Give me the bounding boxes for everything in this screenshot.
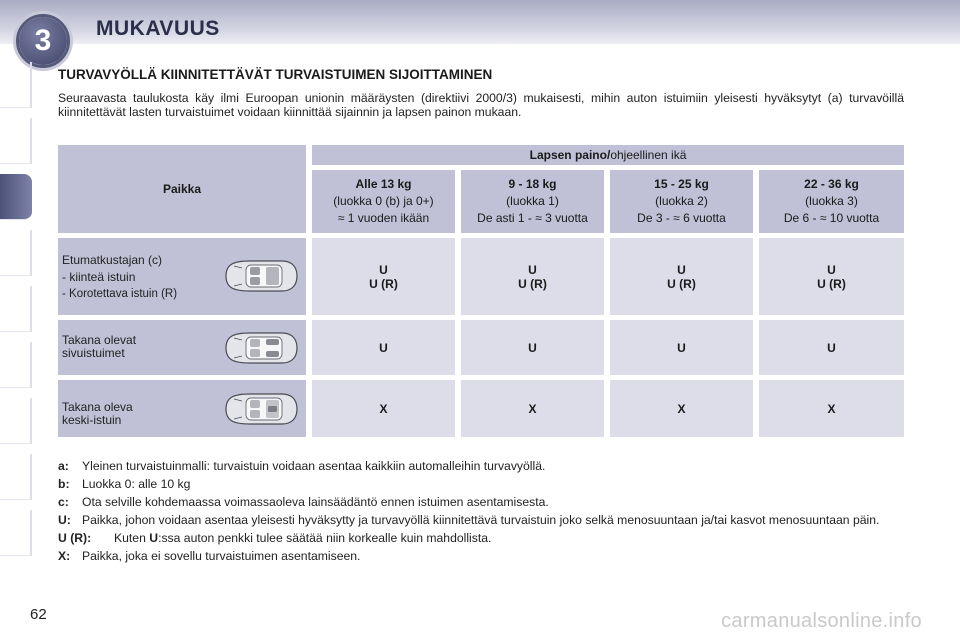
child-seat-table	[58, 145, 904, 437]
row-header-rear-side	[58, 320, 306, 375]
cell-line: U (R)	[518, 276, 547, 291]
footnote	[58, 531, 904, 546]
footnote-text: Yleinen turvaistuinmalli: turvaistuin voidaan asentaa kaikkiin automalleihin turvavyöllä.	[82, 459, 546, 473]
footnote-key: a:	[58, 459, 69, 473]
footnote	[58, 459, 904, 474]
cell-line: X	[528, 401, 537, 416]
footnote-text-bold: U	[149, 531, 159, 545]
table-cell	[461, 320, 604, 375]
row-label-line: sivuistuimet	[62, 346, 125, 360]
row-label-line: - kiinteä istuin	[62, 270, 136, 284]
chapter-tab-active[interactable]	[0, 174, 32, 220]
cell-line: U	[827, 262, 836, 277]
column-weight: 22 - 36 kg	[804, 177, 859, 191]
footnote-text: Paikka, joka ei sovellu turvaistuimen asentamiseen.	[82, 549, 361, 563]
section-title: TURVAVYÖLLÄ KIINNITETTÄVÄT TURVAISTUIMEN SIJOITTAMINEN	[58, 67, 493, 82]
footnote-key: X:	[58, 549, 71, 563]
cell-line: U	[677, 340, 686, 355]
chapter-tab[interactable]	[0, 286, 32, 332]
table-cell	[759, 380, 904, 437]
column-group: (luokka 1)	[506, 194, 559, 208]
column-header	[461, 170, 604, 233]
table-cell	[312, 238, 455, 315]
cell-line: U	[379, 262, 388, 277]
page-number: 62	[30, 606, 47, 623]
column-age: ≈ 1 vuoden ikään	[337, 211, 430, 225]
table-cell	[312, 380, 455, 437]
footnote	[58, 513, 904, 528]
footnote-key: U:	[58, 513, 71, 527]
column-weight: 9 - 18 kg	[508, 177, 557, 191]
column-weight: Alle 13 kg	[355, 177, 412, 191]
chapter-badge	[16, 14, 70, 68]
row-label-line: Takana oleva	[62, 400, 133, 414]
weight-header-rest: ohjeellinen ikä	[610, 148, 687, 162]
footnote	[58, 495, 904, 510]
cell-line: U (R)	[369, 276, 398, 291]
footnotes	[58, 459, 904, 567]
column-age: De 3 - ≈ 6 vuotta	[637, 211, 726, 225]
table-cell	[461, 380, 604, 437]
table-cell	[312, 320, 455, 375]
row-header-rear-center	[58, 380, 306, 437]
table-cell	[759, 320, 904, 375]
column-age: De 6 - ≈ 10 vuotta	[783, 211, 880, 225]
cell-line: X	[677, 401, 686, 416]
intro-paragraph: Seuraavasta taulukosta käy ilmi Euroopan unionin määräysten (direktiivi 2000/3) mukaisesti, mihin auton istuimiin yleisesti hyväksytyt (a) turvavöillä kiinnitettävät lasten turvaistuimet voidaan kiinnittää sijainnin ja lapsen painon mukaan.	[58, 91, 904, 119]
chapter-number: 3	[19, 17, 67, 65]
chapter-tab[interactable]	[0, 398, 32, 444]
footnote-key: U (R):	[58, 531, 92, 545]
column-header	[759, 170, 904, 233]
chapter-tab[interactable]	[0, 118, 32, 164]
cell-line: U	[827, 340, 836, 355]
table-cell	[610, 380, 753, 437]
cell-line: U (R)	[667, 276, 696, 291]
cell-line: U	[677, 262, 686, 277]
column-group: (luokka 2)	[655, 194, 708, 208]
footnote	[58, 477, 904, 492]
chapter-title: MUKAVUUS	[96, 17, 220, 40]
column-group: (luokka 0 (b) ja 0+)	[333, 194, 434, 208]
footnote-text-pre: Kuten	[114, 531, 150, 545]
column-header	[610, 170, 753, 233]
row-label-line: Takana olevat	[62, 333, 137, 347]
footnote-text: Luokka 0: alle 10 kg	[82, 477, 191, 491]
row-label-line: Etumatkustajan (c)	[62, 253, 163, 267]
car-top-view-icon	[220, 389, 300, 429]
chapter-tab[interactable]	[0, 230, 32, 276]
cell-line: X	[827, 401, 836, 416]
column-weight: 15 - 25 kg	[654, 177, 709, 191]
column-group: (luokka 3)	[805, 194, 858, 208]
table-cell	[759, 238, 904, 315]
cell-line: U	[528, 340, 537, 355]
row-header-front	[58, 238, 306, 315]
chapter-tab[interactable]	[0, 454, 32, 500]
footnote-text	[114, 531, 491, 545]
chapter-tab-strip	[0, 62, 34, 582]
cell-line: X	[379, 401, 388, 416]
weight-header-cell	[312, 145, 904, 165]
column-age: De asti 1 - ≈ 3 vuotta	[477, 211, 588, 225]
car-top-view-icon	[220, 256, 300, 296]
footnote-key: c:	[58, 495, 69, 509]
table-cell	[461, 238, 604, 315]
watermark: carmanualsonline.info	[721, 610, 922, 632]
footnote	[58, 549, 904, 564]
chapter-tab[interactable]	[0, 510, 32, 556]
footnote-key: b:	[58, 477, 70, 491]
column-header	[312, 170, 455, 233]
row-label-line: keski-istuin	[62, 413, 122, 427]
chapter-tab[interactable]	[0, 342, 32, 388]
footnote-text: Ota selville kohdemaassa voimassaoleva lainsäädäntö ennen istuimen asentamisesta.	[82, 495, 549, 509]
footnote-text-post: :ssa auton penkki tulee säätää niin korkealle kuin mahdollista.	[158, 531, 492, 545]
cell-line: U	[528, 262, 537, 277]
row-label-line: - Korotettava istuin (R)	[62, 288, 178, 300]
chapter-tab[interactable]	[0, 62, 32, 108]
cell-line: U	[379, 340, 388, 355]
place-header: Paikka	[162, 182, 202, 196]
weight-header-bold: Lapsen paino/	[529, 148, 611, 162]
table-cell	[610, 238, 753, 315]
footnote-text: Paikka, johon voidaan asentaa yleisesti hyväksytty ja turvavyöllä kiinnitettävä turvaistuin joko selkä menosuuntaan ja/tai kasvot menosuuntaan päin.	[82, 513, 880, 527]
cell-line: U (R)	[817, 276, 846, 291]
table-cell	[610, 320, 753, 375]
place-header-cell	[58, 145, 306, 233]
car-top-view-icon	[220, 328, 300, 368]
